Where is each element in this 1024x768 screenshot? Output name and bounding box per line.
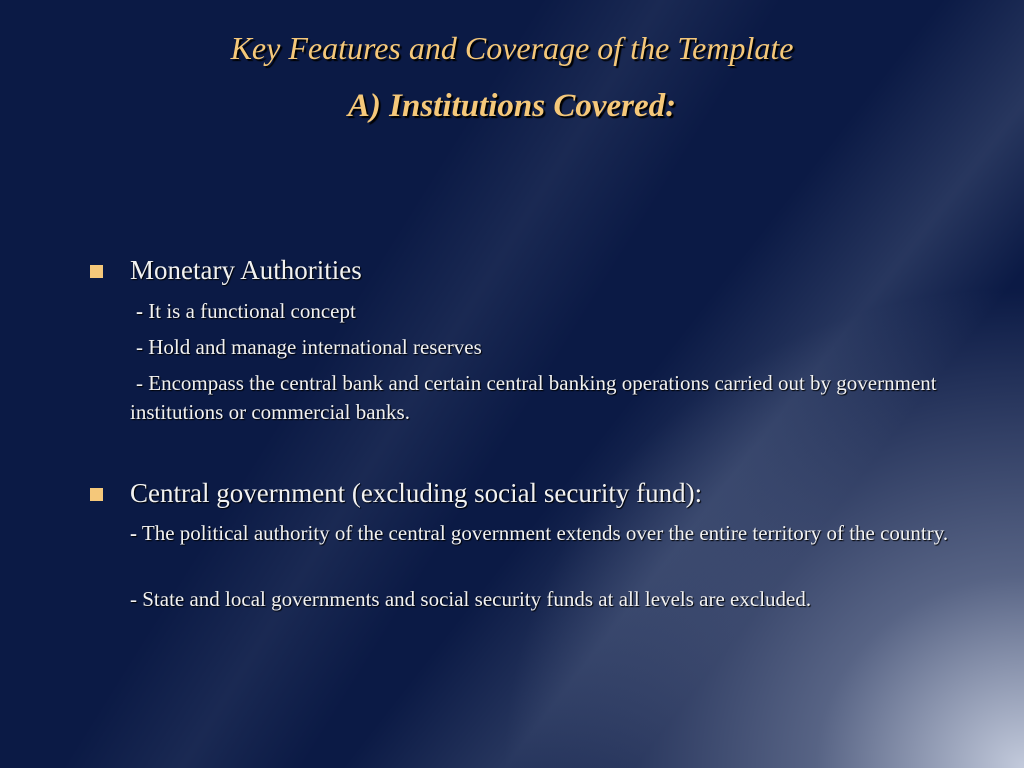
square-bullet-icon	[90, 265, 103, 278]
sub-point	[130, 519, 950, 548]
sub-point-text: It is a functional concept	[143, 299, 356, 323]
bullet-heading: Monetary Authorities	[130, 255, 362, 285]
sub-point-text: - Hold and manage international reserves	[136, 335, 482, 359]
sub-point	[130, 333, 956, 362]
slide-subtitle: A) Institutions Covered:	[347, 88, 677, 124]
sub-point	[130, 585, 950, 614]
sub-point-text: The political authority of the central government extends over the entire territory of the country.	[137, 521, 949, 545]
dash-mark: -	[136, 299, 143, 323]
sub-point-text: - Encompass the central bank and certain central banking operations carried out by government institutions or commercial banks.	[130, 371, 937, 424]
square-bullet-icon	[90, 488, 103, 501]
sub-point	[130, 369, 950, 427]
bullet-heading: Central government (excluding social security fund):	[130, 478, 703, 508]
sub-point	[130, 297, 956, 326]
dash-mark: -	[130, 521, 137, 545]
sub-point-text: - State and local governments and social security funds at all levels are excluded.	[130, 587, 812, 611]
slide-title: Key Features and Coverage of the Template	[230, 30, 794, 66]
